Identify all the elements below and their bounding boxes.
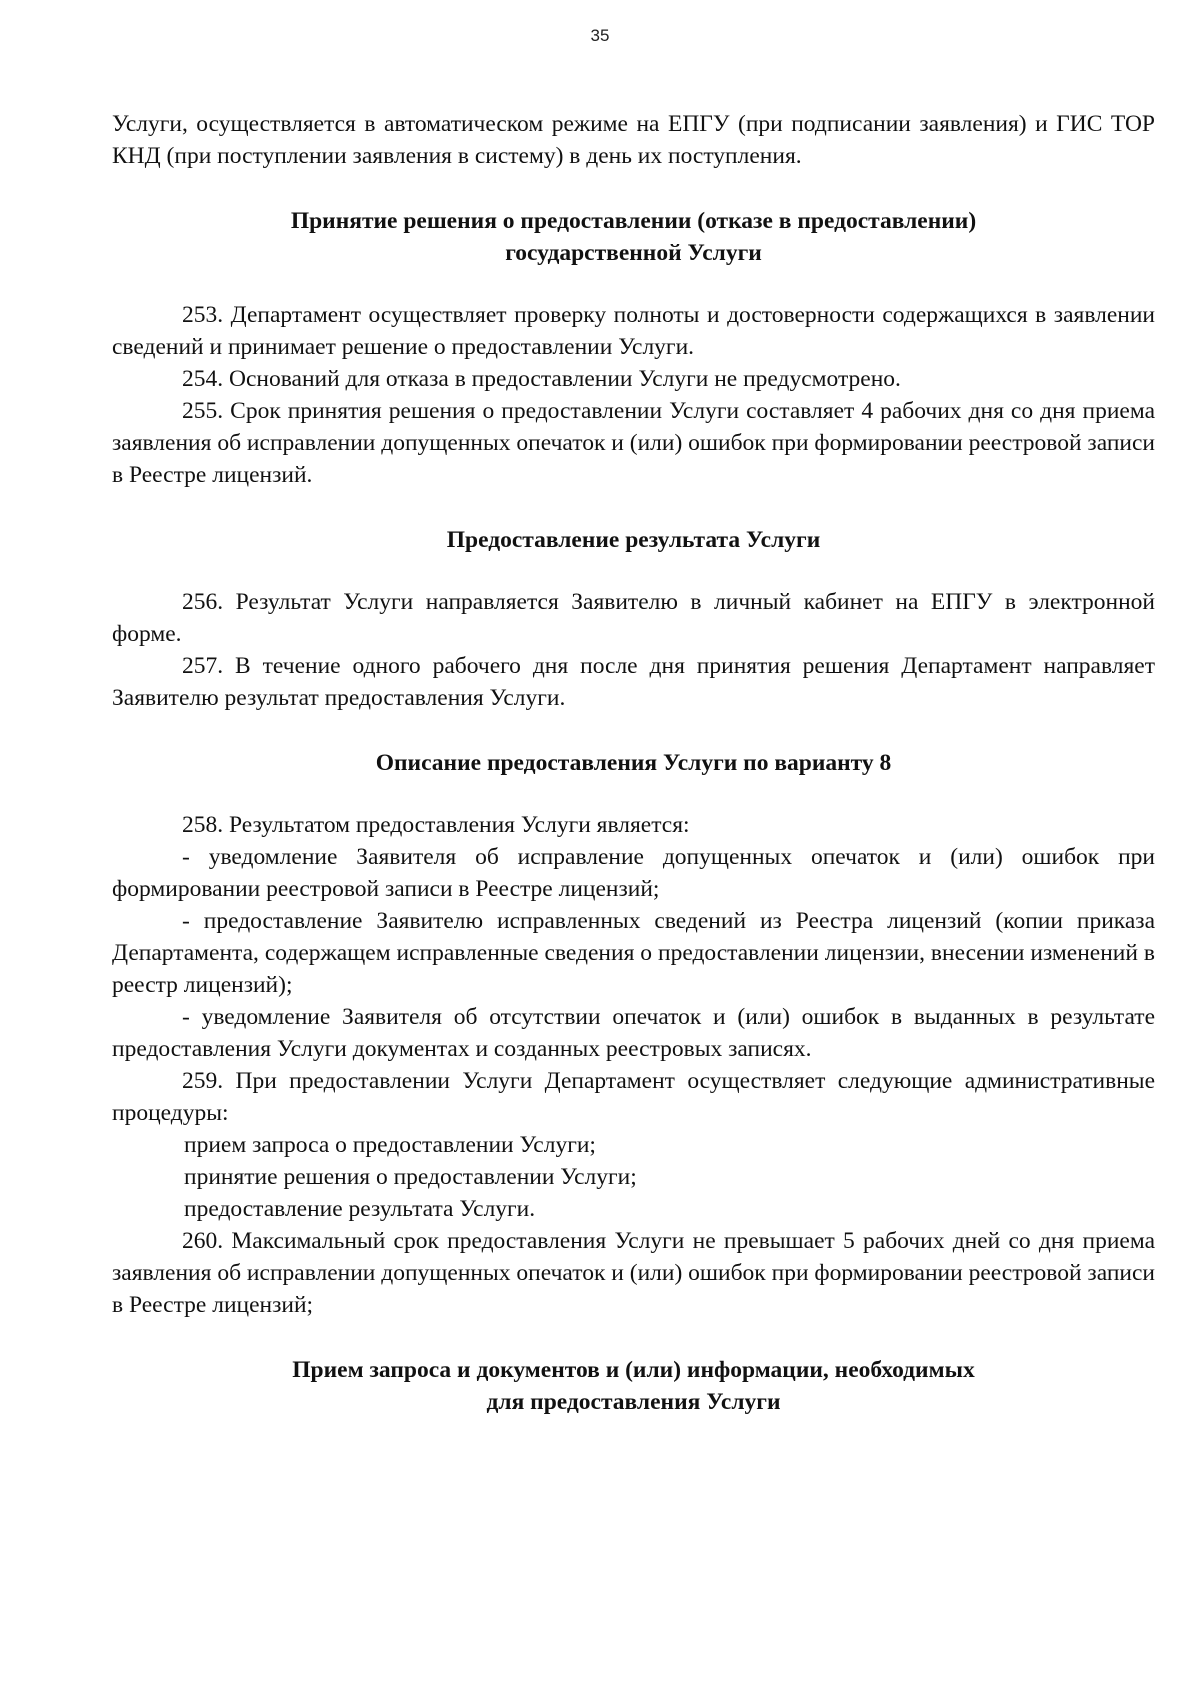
paragraph-256: 256. Результат Услуги направляется Заявителю в личный кабинет на ЕПГУ в электронной форме. bbox=[112, 589, 1155, 647]
paragraph-257: 257. В течение одного рабочего дня после дня принятия решения Департамент направляет Заявителю результат предоставления Услуги. bbox=[112, 653, 1155, 711]
document-body bbox=[112, 108, 1155, 1418]
procedure-item-3: предоставление результата Услуги. bbox=[184, 1196, 536, 1222]
section-heading-request-reception bbox=[112, 1354, 1155, 1418]
section-heading-variant-8: Описание предоставления Услуги по варианту 8 bbox=[375, 750, 892, 776]
paragraph-258: 258. Результатом предоставления Услуги является: bbox=[182, 812, 690, 838]
procedure-item-1: прием запроса о предоставлении Услуги; bbox=[184, 1132, 596, 1158]
page-number: 35 bbox=[590, 26, 610, 45]
paragraph-253: 253. Департамент осуществляет проверку полноты и достоверности содержащихся в заявлении сведений и принимает решение о предоставлении Услуги. bbox=[112, 302, 1155, 360]
paragraph-255: 255. Срок принятия решения о предоставлении Услуги составляет 4 рабочих дня со дня приема заявления об исправлении допущенных опечаток и (или) ошибок при формировании реестровой записи в Реестре лицензий. bbox=[112, 398, 1155, 488]
paragraph-258-item-1: - уведомление Заявителя об исправление допущенных опечаток и (или) ошибок при формировании реестровой записи в Реестре лицензий; bbox=[112, 844, 1155, 902]
heading-line: для предоставления Услуги bbox=[486, 1389, 781, 1415]
paragraph-254: 254. Оснований для отказа в предоставлении Услуги не предусмотрено. bbox=[182, 366, 901, 392]
heading-line: государственной Услуги bbox=[505, 240, 762, 266]
intro-paragraph: Услуги, осуществляется в автоматическом режиме на ЕПГУ (при подписании заявления) и ГИС ТОР КНД (при поступлении заявления в систему) в день их поступления. bbox=[112, 111, 1155, 169]
section-heading-result: Предоставление результата Услуги bbox=[446, 527, 821, 553]
procedure-item-2: принятие решения о предоставлении Услуги; bbox=[184, 1164, 637, 1190]
heading-line: Принятие решения о предоставлении (отказе в предоставлении) bbox=[290, 208, 977, 234]
section-heading-decision bbox=[112, 205, 1155, 269]
paragraph-258-item-2: - предоставление Заявителю исправленных сведений из Реестра лицензий (копии приказа Департамента, содержащем исправленные сведения о предоставлении лицензии, внесении изменений в реестр лицензий); bbox=[112, 908, 1155, 998]
paragraph-258-item-3: - уведомление Заявителя об отсутствии опечаток и (или) ошибок в выданных в результате предоставления Услуги документах и созданных реестровых записях. bbox=[112, 1004, 1155, 1062]
heading-line: Прием запроса и документов и (или) информации, необходимых bbox=[292, 1357, 975, 1383]
paragraph-259: 259. При предоставлении Услуги Департамент осуществляет следующие административные процедуры: bbox=[112, 1068, 1155, 1126]
paragraph-260: 260. Максимальный срок предоставления Услуги не превышает 5 рабочих дней со дня приема заявления об исправлении допущенных опечаток и (или) ошибок при формировании реестровой записи в Реестре лицензий; bbox=[112, 1228, 1155, 1318]
